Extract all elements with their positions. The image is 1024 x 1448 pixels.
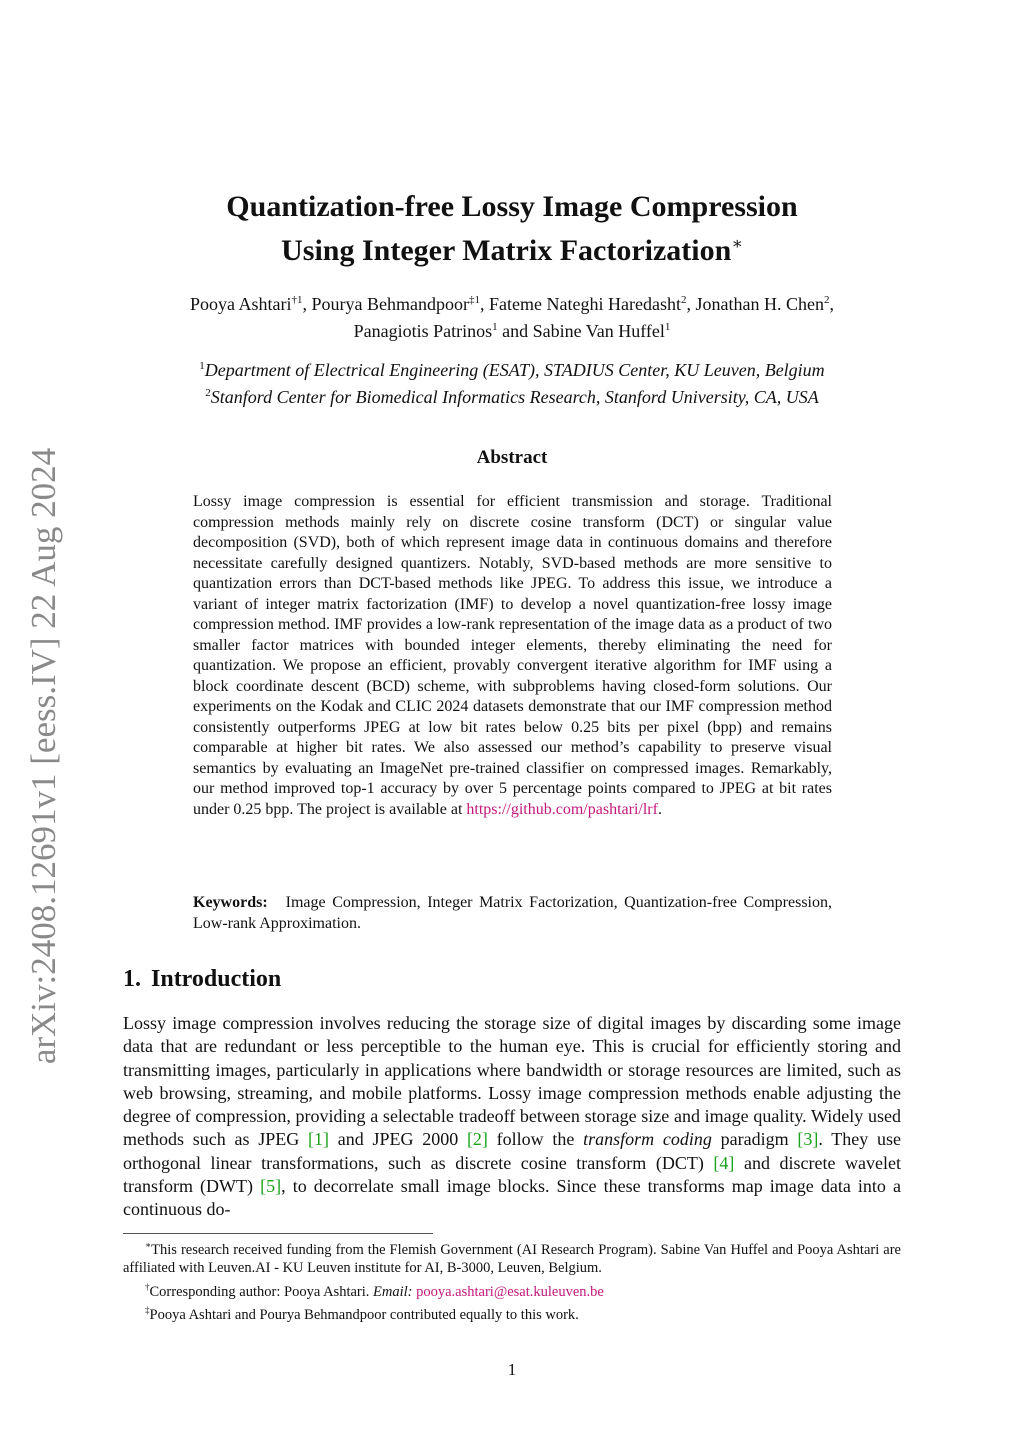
author-line-1 [120,289,904,316]
abstract-text: Lossy image compression is essential for efficient transmission and storage. Traditional compression methods mainly rely on discrete cosine transform (DCT) or singular value decomposition (SVD), both of which represent image data in continuous domains and therefore necessitate carefully designed quantizers. Notably, SVD-based methods are more sensitive to quantization errors than DCT-based methods like JPEG. To address this issue, we introduce a variant of integer matrix factorization (IMF) to develop a novel quantization-free lossy image compression method. IMF provides a low-rank representation of the image data as a product of two smaller factor matrices with bounded integer elements, thereby eliminating the need for quantization. We propose an efficient, provably convergent iterative algorithm for IMF using a block coordinate descent (BCD) scheme, with subproblems having closed-form solutions. Our experiments on the Kodak and CLIC 2024 datasets demonstrate that our IMF compression method consistently outperforms JPEG at low bit rates below 0.25 bits per pixel (bpp) and remains comparable at higher bit rates. We also assessed our method’s capability to preserve visual semantics by evaluating an ImageNet pre-trained classifier on compressed images. Remarkably, our method improved top-1 accuracy by over 5 percentage points compared to JPEG at bit rates under 0.25 bpp. The project is available at [193,493,832,818]
footnote-2 [123,1278,901,1301]
abstract-heading: Abstract [476,447,548,468]
page-number: 1 [507,1360,517,1379]
author-sup: 1 [492,321,498,333]
introduction-paragraph [123,1012,901,1222]
author-name: Sabine Van Huffel [532,321,665,341]
title-line-2 [150,225,874,269]
affiliations [120,355,904,409]
footnote-divider [123,1233,433,1234]
author-sup: †1 [291,294,303,306]
affiliation-sup: 1 [199,360,205,372]
section-number: 1. [123,966,141,992]
arxiv-identifier-text: arXiv:2408.12691v1 [eess.IV] 22 Aug 2024 [24,447,63,1065]
author-line-2 [120,316,904,343]
title-footnote-mark: ∗ [731,234,743,253]
author-sup: 2 [823,294,830,306]
email-label: Email: [373,1283,413,1300]
intro-text: and JPEG 2000 [328,1129,467,1150]
author-separator: and [497,321,533,341]
author-sup: ‡1 [469,294,481,306]
author-name: Pourya Behmandpoor [311,294,470,314]
arxiv-identifier-stamp [14,443,74,1069]
author-separator: , [480,294,490,314]
intro-text: . They use orthogonal linear transformations, such as discrete cosine transform (DCT) [123,1129,902,1173]
intro-text: , to decorrelate small image blocks. Since these transforms map image data into a continuous do- [123,1176,902,1220]
abstract-body [193,492,832,820]
keywords-text: Image Compression, Integer Matrix Factorization, Quantization-free Compression, Low-rank Approximation. [193,894,832,932]
footnote-3 [123,1301,901,1324]
citation-link[interactable]: [1] [307,1129,329,1150]
footnote-text: Corresponding author: Pooya Ashtari. [149,1283,374,1300]
section-heading-introduction [123,966,281,993]
author-list [120,289,904,343]
affiliation-text: Department of Electrical Engineering (ESAT), STADIUS Center, KU Leuven, Belgium [204,360,825,380]
author-name: Jonathan H. Chen [695,294,824,314]
affiliation-text: Stanford Center for Biomedical Informatics Research, Stanford University, CA, USA [210,387,819,407]
footnote-text: Pooya Ashtari and Pourya Behmandpoor contributed equally to this work. [149,1306,579,1323]
intro-emphasis: transform coding [583,1129,712,1150]
author-sup: 1 [664,321,671,333]
affiliation-sup: 2 [205,387,211,399]
footnote-mark: † [145,1281,150,1292]
author-separator: , [829,294,834,314]
author-separator: , [686,294,696,314]
citation-link[interactable]: [4] [713,1152,735,1173]
footnote-1 [123,1236,901,1278]
author-name: Pooya Ashtari [190,294,292,314]
footnote-text: This research received funding from the Flemish Government (AI Research Program). Sabine Van Huffel and Pooya Ashtari are affiliated with Leuven.AI - KU Leuven institute for AI, B-3000, Leuven, Belgium. [123,1241,901,1277]
footnotes [123,1236,901,1324]
project-link[interactable]: https://github.com/pashtari/lrf [466,800,658,818]
affiliation-2 [120,382,904,409]
affiliation-1 [120,355,904,382]
email-link[interactable]: pooya.ashtari@esat.kuleuven.be [416,1283,604,1300]
keywords [193,893,832,934]
citation-link[interactable]: [5] [260,1176,282,1197]
intro-text: paradigm [711,1129,798,1150]
author-sup: 2 [680,294,687,306]
author-separator: , [302,294,312,314]
author-name: Panagiotis Patrinos [353,321,493,341]
section-title: Introduction [151,966,282,992]
keywords-label: Keywords: [193,894,268,911]
intro-text: and discrete wavelet transform (DWT) [123,1152,901,1197]
citation-link[interactable]: [3] [797,1129,819,1150]
footnote-mark: ∗ [145,1240,152,1250]
intro-text: follow the [487,1129,584,1150]
abstract-end: . [657,800,662,818]
footnote-mark: ‡ [145,1305,150,1316]
title-line-2-text: Using Integer Matrix Factorization [281,234,732,267]
author-name: Fateme Nateghi Haredasht [489,294,681,314]
citation-link[interactable]: [2] [466,1129,488,1150]
title-line-1: Quantization-free Lossy Image Compression [226,190,798,223]
paper-title [150,188,874,269]
intro-text: Lossy image compression involves reducing the storage size of digital images by discarding some image data that are redundant or less perceptible to the human eye. This is crucial for efficiently storing and transmitting images, particularly in applications where bandwidth or storage resources are limited, such as web browsing, streaming, and mobile platforms. Lossy image compression methods enable adjusting the degree of compression, providing a selectable tradeoff between storage size and image quality. Widely used methods such as JPEG [123,1013,901,1150]
